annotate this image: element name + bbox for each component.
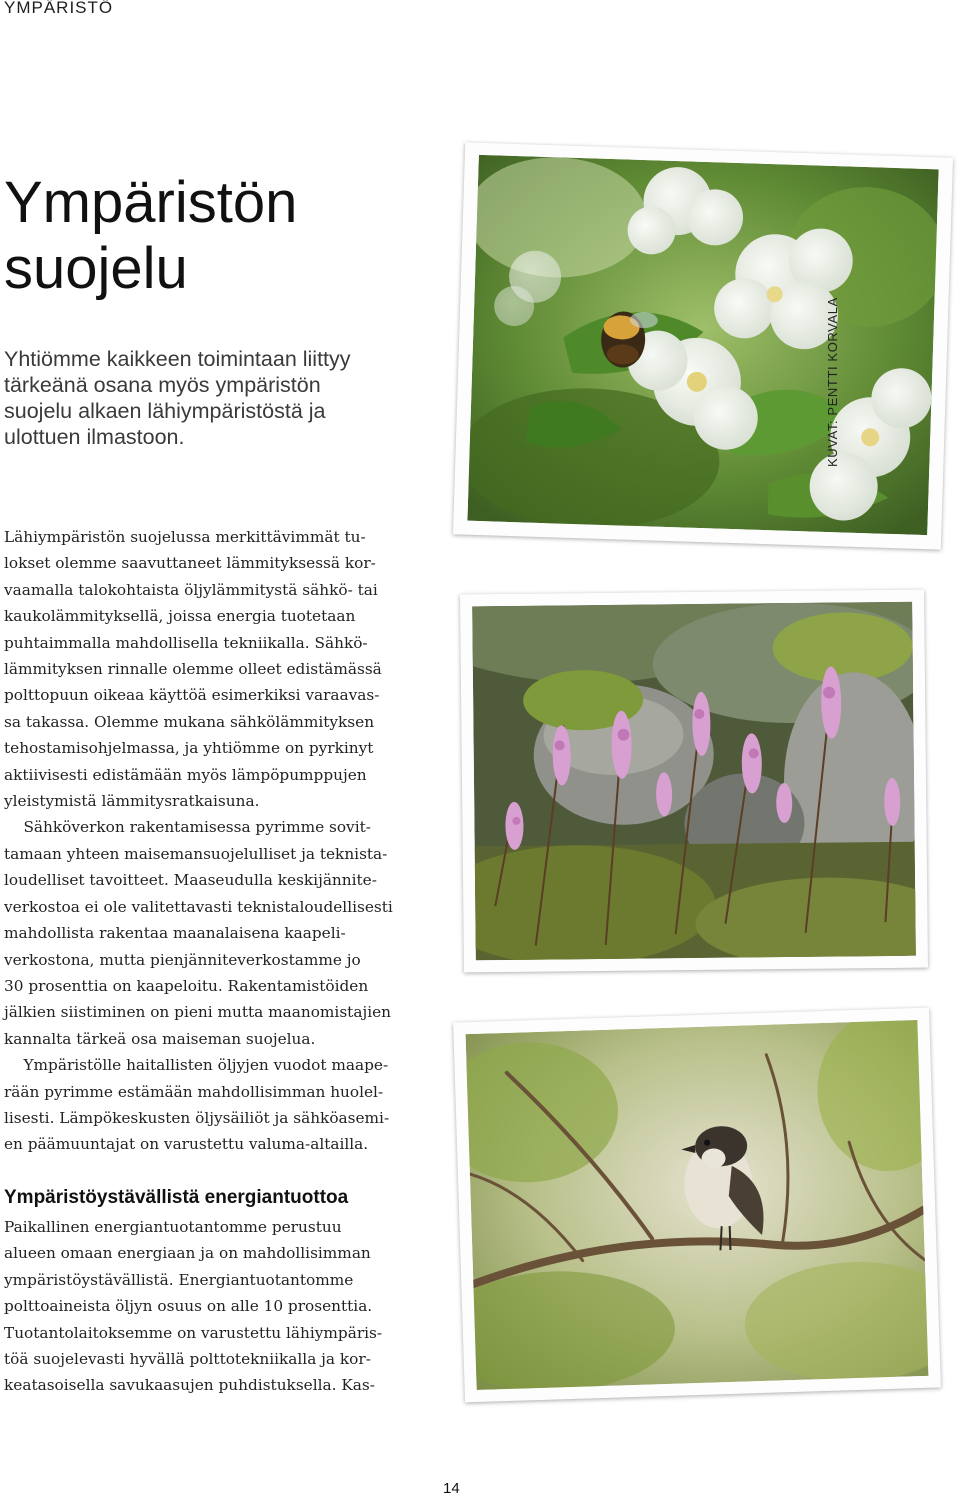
body-line: lisesti. Lämpökeskusten öljysäiliöt ja sähköasemi- [4, 1108, 390, 1127]
body-line: loudelliset tavoitteet. Maaseudulla keskijännite- [4, 871, 377, 890]
body-line: verkostoa ei ole valitettavasti teknistaloudellisesti [4, 897, 393, 916]
body-line: tamaan yhteen maisemansuojelulliset ja teknista- [4, 844, 388, 863]
body-line: Ympäristölle haitallisten öljyjen vuodot maape- [4, 1056, 389, 1075]
lead-line: tärkeänä osana myös ympäristön [4, 373, 321, 397]
body-line: Lähiympäristön suojelussa merkittävimmät tu- [4, 528, 366, 546]
subsection-line: polttoaineista öljyn osuus on alle 10 prosenttia. [4, 1297, 373, 1316]
subsection-line: töä suojelevasti hyvällä polttotekniikalla ja kor- [4, 1350, 371, 1369]
body-line: puhtaimmalla mahdollisella tekniikalla. Sähkö- [4, 633, 368, 652]
page-number: 14 [443, 1480, 460, 1497]
lead-paragraph [4, 346, 424, 450]
subsection-line: ympäristöystävällistä. Energiantuotantomme [4, 1270, 354, 1289]
subsection-line: Paikallinen energiantuotantomme perustuu [4, 1218, 342, 1236]
subsection-text [4, 1214, 424, 1399]
daphne-photo [460, 590, 928, 973]
photo-credit: KUVAT: PENTTI KORVALA [825, 297, 840, 467]
body-line: yleistymistä lämmitysratkaisuna. [4, 792, 260, 811]
body-line: en päämuuntajat on varustettu valuma-altailla. [4, 1135, 369, 1154]
body-line: aktiivisesti edistämään myös lämpöpumppujen [4, 765, 367, 784]
bird-photo [453, 1008, 941, 1403]
body-text [4, 524, 424, 1158]
subsection-line: keatasoisella savukaasujen puhdistuksella. Kas- [4, 1376, 375, 1395]
page-title [4, 170, 297, 302]
lead-line: ulottuen ilmastoon. [4, 425, 185, 449]
title-line: suojelu [4, 236, 188, 301]
lead-line: Yhtiömme kaikkeen toimintaan liittyy [4, 347, 351, 371]
body-line: lämmityksen rinnalle olemme olleet edistämässä [4, 660, 382, 679]
flowers-rocks-image [472, 602, 916, 961]
body-line: jälkien siistiminen on pieni mutta maanomistajien [4, 1003, 391, 1022]
lead-line: suojelu alkaen lähiympäristöstä ja [4, 399, 326, 423]
blossom-bee-image [467, 155, 938, 535]
body-line: kannalta tärkeä osa maiseman suojelua. [4, 1029, 316, 1048]
body-line: vaamalla talokohtaista öljylämmitystä sähkö- tai [4, 580, 378, 599]
body-line: kaukolämmityksellä, joissa energia tuotetaan [4, 607, 356, 626]
body-line: rään pyrimme estämään mahdollisimman huolel- [4, 1082, 384, 1101]
body-line: 30 prosenttia on kaapeloitu. Rakentamistöiden [4, 976, 369, 995]
blossom-photo [453, 142, 953, 549]
section-label: YMPÄRISTÖ [4, 0, 114, 17]
body-line: verkostona, mutta pienjänniteverkostamme jo [4, 950, 361, 969]
body-line: tehostamisohjelmassa, ja yhtiömme on pyrkinyt [4, 739, 374, 758]
body-line: mahdollista rakentaa maanalaisena kaapeli- [4, 924, 346, 943]
subsection-line: Tuotantolaitoksemme on varustettu lähiympäris- [4, 1323, 383, 1342]
title-line: Ympäristön [4, 170, 298, 235]
body-line: lokset olemme saavuttaneet lämmityksessä kor- [4, 554, 376, 573]
body-line: Sähköverkon rakentamisessa pyrimme sovit- [4, 818, 371, 837]
body-line: sa takassa. Olemme mukana sähkölämmityksen [4, 712, 375, 731]
bird-on-branch-image [466, 1020, 929, 1390]
subsection-heading: Ympäristöystävällistä energiantuottoa [4, 1187, 349, 1208]
body-line: polttopuun oikeaa käyttöä esimerkiksi varaavas- [4, 686, 380, 705]
subsection-line: alueen omaan energiaan ja on mahdollisimman [4, 1244, 371, 1263]
